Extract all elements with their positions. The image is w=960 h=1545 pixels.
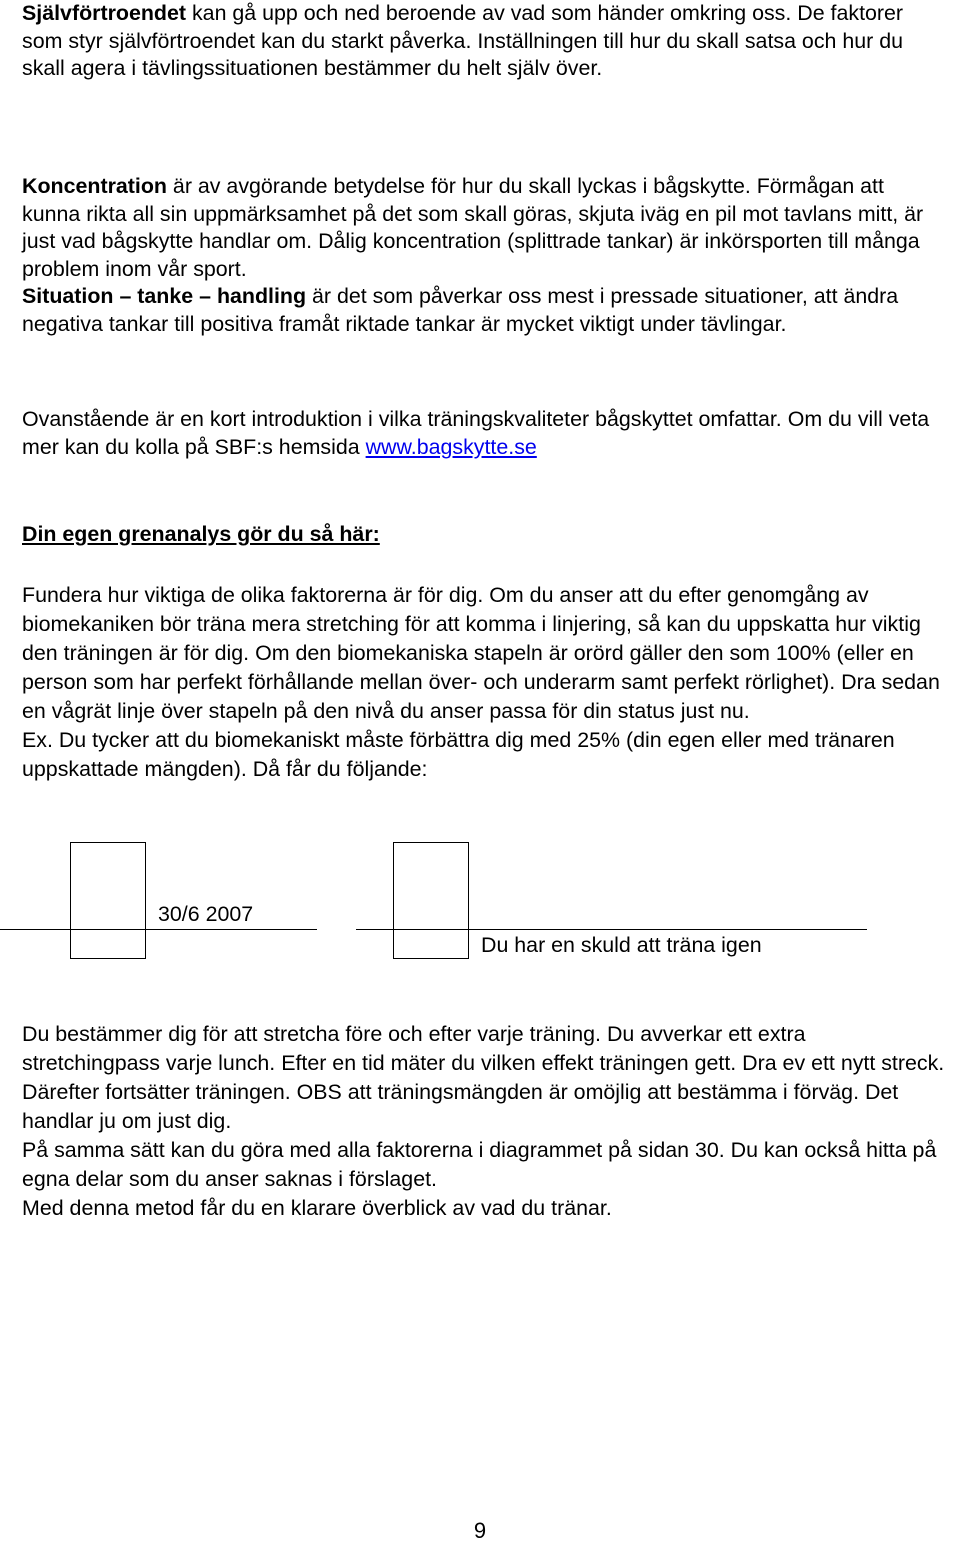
- date-label: 30/6 2007: [158, 902, 254, 926]
- paragraph-instructions-text: Fundera hur viktiga de olika faktorerna är för dig. Om du anser att du efter genomgång av biomekaniken bör träna mera stretching för att komma i linjering, så kan du uppskatta hur viktig den träningen är för dig. Om den biomekaniska stapeln är orörd gäller den som 100% (eller en person som har perfekt förhållande mellan över- och underarm samt perfekt rörlighet). Dra sedan en vågrät linje över stapeln på den nivå du anser passa för din status just nu.: [22, 583, 940, 723]
- paragraph-self-confidence-text: kan gå upp och ned beroende av vad som händer omkring oss. De faktorer som styr självförtroendet kan du starkt påverka. Inställningen till hur du skall satsa och hur du skall agera i tävlingssituationen bestämmer du helt själv över.: [22, 1, 904, 80]
- term-situation-thought-action: Situation – tanke – handling: [22, 284, 307, 308]
- bar-before: [70, 842, 146, 959]
- debt-label: Du har en skuld att träna igen: [481, 933, 762, 957]
- paragraph-concentration-text: är av avgörande betydelse för hur du skall lyckas i bågskytte. Förmågan att kunna rikta all sin uppmärksamhet på det som skall göras, skjuta iväg en pil mot tavlans mitt, är just vad bågskytte handlar om. Dålig koncentration (splittrade tankar) är inkörsporten till många problem inom vår sport.: [22, 174, 924, 281]
- term-concentration: Koncentration: [22, 174, 167, 198]
- paragraph-introduction-text: Ovanstående är en kort introduktion i vilka träningskvaliteter bågskyttet omfattar. Om du vill veta mer kan du kolla på SBF:s hemsida: [22, 407, 930, 459]
- paragraph-introduction: [22, 406, 947, 461]
- level-line-after: [356, 929, 867, 930]
- term-self-confidence: Självförtroendet: [22, 1, 187, 25]
- paragraph-conclusion-line-1: Du bestämmer dig för att stretcha före och efter varje träning. Du avverkar ett extra stretchingpass varje lunch. Efter en tid mäter du vilken effekt träningen gett. Dra ev ett nytt streck. Därefter fortsätter träningen. OBS att träningsmängden är omöjlig att bestämma i förväg. Det handlar ju om just dig.: [22, 1022, 945, 1133]
- section-heading: Din egen grenanalys gör du så här:: [22, 522, 380, 546]
- paragraph-conclusion: [22, 1020, 947, 1223]
- page-number: 9: [473, 1518, 487, 1543]
- paragraph-conclusion-line-3: Med denna metod får du en klarare överblick av vad du tränar.: [22, 1196, 612, 1220]
- level-line-before: [0, 929, 317, 930]
- sbf-website-link[interactable]: www.bagskytte.se: [365, 434, 537, 459]
- paragraph-situation-text: är det som påverkar oss mest i pressade situationer, att ändra negativa tankar till positiva framåt riktade tankar är mycket viktigt under tävlingar.: [22, 284, 899, 336]
- bar-after: [393, 842, 469, 959]
- paragraph-example-text: Ex. Du tycker att du biomekaniskt måste förbättra dig med 25% (din egen eller med tränaren uppskattade mängden). Då får du följande:: [22, 728, 895, 781]
- paragraph-instructions: [22, 581, 947, 784]
- paragraph-self-confidence: [22, 0, 947, 83]
- paragraph-concentration: [22, 173, 947, 338]
- paragraph-conclusion-line-2: På samma sätt kan du göra med alla faktorerna i diagrammet på sidan 30. Du kan också hitta på egna delar som du anser saknas i förslaget.: [22, 1138, 937, 1191]
